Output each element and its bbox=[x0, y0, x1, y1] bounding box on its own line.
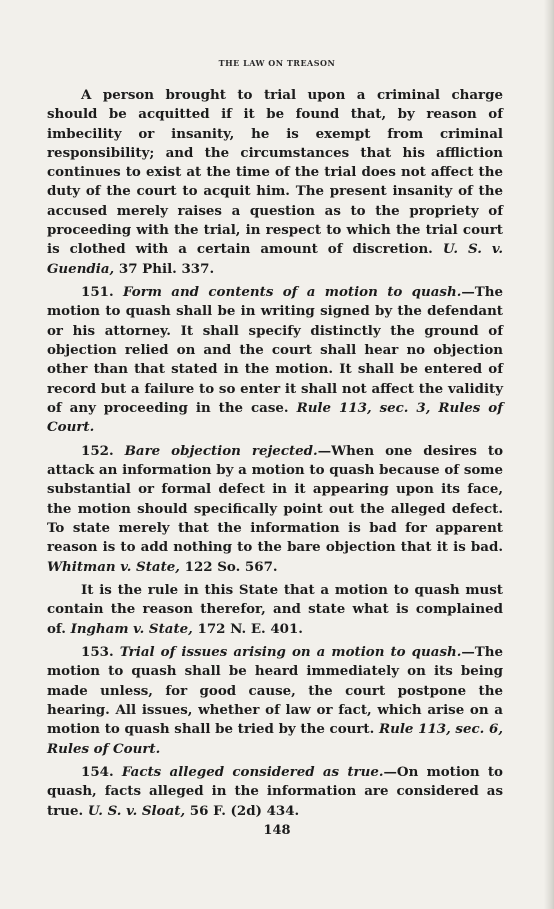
section-heading: Bare objection rejected. bbox=[124, 442, 318, 459]
rule-citation: Rule 113, sec. 3, Rules of Court. bbox=[47, 399, 503, 436]
running-header: THE LAW ON TREASON bbox=[218, 58, 336, 68]
page-number: 148 bbox=[263, 823, 291, 838]
section-number: 153. bbox=[81, 644, 114, 661]
paragraph-text: —On motion to quash, facts alleged in the information are considered as true. bbox=[47, 764, 503, 819]
paragraph-text: —The motion to quash shall be in writing signed by the defendant or his attorney. It shall specify distinctly the ground of objection relied on and the court shall hear no objection other than that stated in the motion. It shall be entered of record but a failure to so enter it shall not affect the validity of any proceeding in the case. bbox=[47, 284, 503, 416]
citation-reference: 172 N. E. 401. bbox=[197, 620, 303, 637]
case-citation: Whitman v. State, bbox=[47, 558, 180, 575]
paragraph-text: A person brought to trial upon a criminal charge should be acquitted if it be found that, by reason of imbecility or insanity, he is exempt from criminal responsibility; and the circumstances that his affliction continues to exist at the time of the trial does not affect the duty of the court to acquit him. The present insanity of the accused merely raises a question as to the propriety of proceeding with the trial, in respect to which the trial court is clothed with a certain amount of discretion. bbox=[47, 87, 503, 258]
section-heading: Trial of issues arising on a motion to quash. bbox=[119, 644, 462, 661]
paragraph-152 bbox=[47, 442, 503, 577]
section-heading: Facts alleged considered as true. bbox=[121, 764, 384, 781]
section-number: 152. bbox=[81, 442, 114, 459]
section-number: 154. bbox=[81, 764, 114, 781]
page-body bbox=[47, 86, 503, 825]
page-edge-shadow bbox=[544, 0, 554, 909]
citation-reference: 122 So. 567. bbox=[184, 558, 278, 575]
paragraph-153 bbox=[47, 643, 503, 759]
section-number: 151. bbox=[81, 284, 114, 301]
rule-citation: Rule 113, sec. 6, Rules of Court. bbox=[47, 721, 503, 757]
section-heading: Form and contents of a motion to quash. bbox=[122, 284, 462, 301]
paragraph-text: —The motion to quash shall be heard immediately on its being made unless, for good cause, the court postpone the hearing. All issues, whether of law or fact, which arise on a motion to quash shall be tried by the court. bbox=[47, 644, 504, 738]
paragraph-151 bbox=[47, 283, 503, 437]
paragraph-intro bbox=[47, 86, 503, 279]
paragraph-154 bbox=[47, 763, 503, 821]
paragraph-rule-statement bbox=[47, 581, 503, 639]
case-citation: Ingham v. State, bbox=[70, 620, 193, 637]
citation-reference: 56 F. (2d) 434. bbox=[189, 802, 300, 819]
paragraph-text: —When one desires to attack an information by a motion to quash because of some substantial or formal defect in it appearing upon its face, the motion should specifically point out the alleged defect. To state merely that the information is bad for apparent reason is to add nothing to the bare objection that it is bad. bbox=[47, 442, 503, 556]
case-citation: U. S. v. Guendia, bbox=[47, 241, 503, 277]
case-citation: U. S. v. Sloat, bbox=[87, 802, 186, 819]
citation-reference: 37 Phil. 337. bbox=[118, 260, 215, 277]
paragraph-text: It is the rule in this State that a motion to quash must contain the reason therefor, and state what is complained of. bbox=[47, 581, 503, 637]
